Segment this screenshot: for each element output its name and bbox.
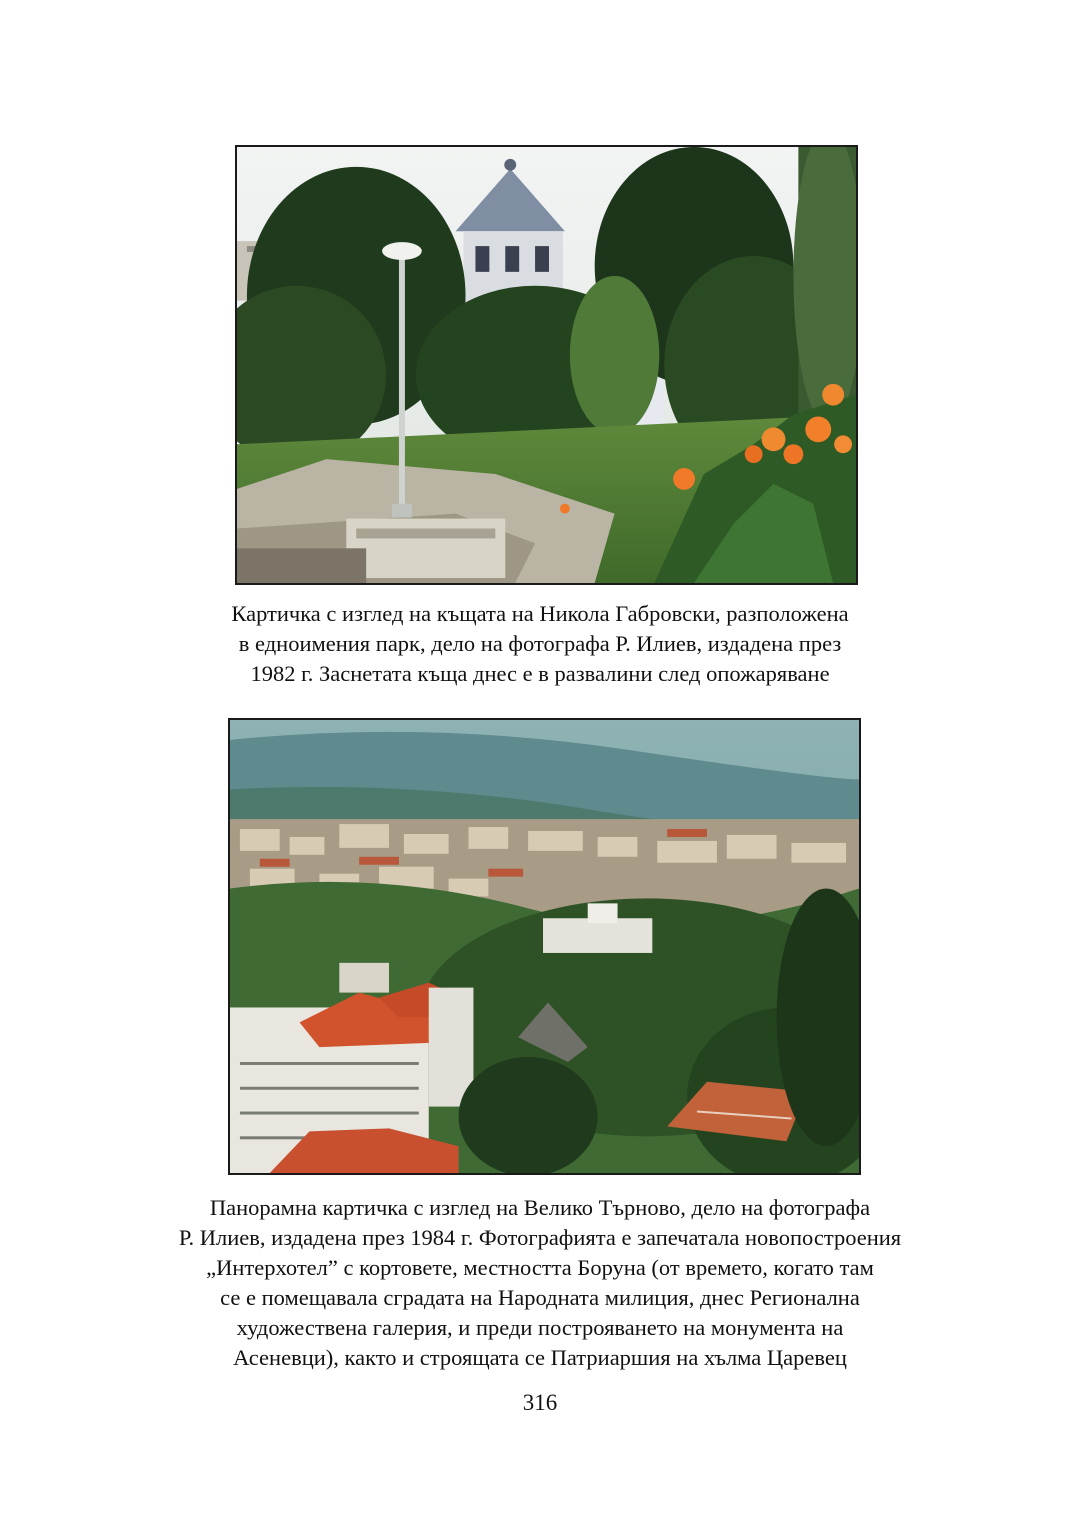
photo-city-panorama [228, 718, 861, 1175]
caption-line: „Интерхотел” с кортовете, местността Боруна (от времето, когато там [206, 1255, 874, 1280]
caption-line: Р. Илиев, издадена през 1984 г. Фотографията е запечатала новопостроения [178, 1225, 902, 1250]
city-panorama-image [230, 720, 859, 1173]
caption-line: 1982 г. Заснетата къща днес е в развалини след опожаряване [250, 661, 830, 686]
photo-house-in-park [235, 145, 858, 585]
caption-line: художествена галерия, и преди построяването на монумента на [236, 1315, 844, 1340]
caption-line: Панорамна картичка с изглед на Велико Търново, дело на фотографа [209, 1195, 871, 1220]
page-number: 316 [522, 1390, 558, 1415]
caption-line: се е помещавала сградата на Народната милиция, днес Регионална [220, 1285, 860, 1310]
caption-line: в едноимения парк, дело на фотографа Р. Илиев, издадена през [238, 631, 842, 656]
caption-line: Асеневци), както и строящата се Патриаршия на хълма Царевец [233, 1345, 847, 1370]
caption-photo-1 [120, 599, 960, 689]
caption-photo-2 [120, 1193, 960, 1373]
park-house-image [237, 147, 856, 583]
caption-line: Картичка с изглед на къщата на Никола Габровски, разположена [231, 601, 849, 626]
